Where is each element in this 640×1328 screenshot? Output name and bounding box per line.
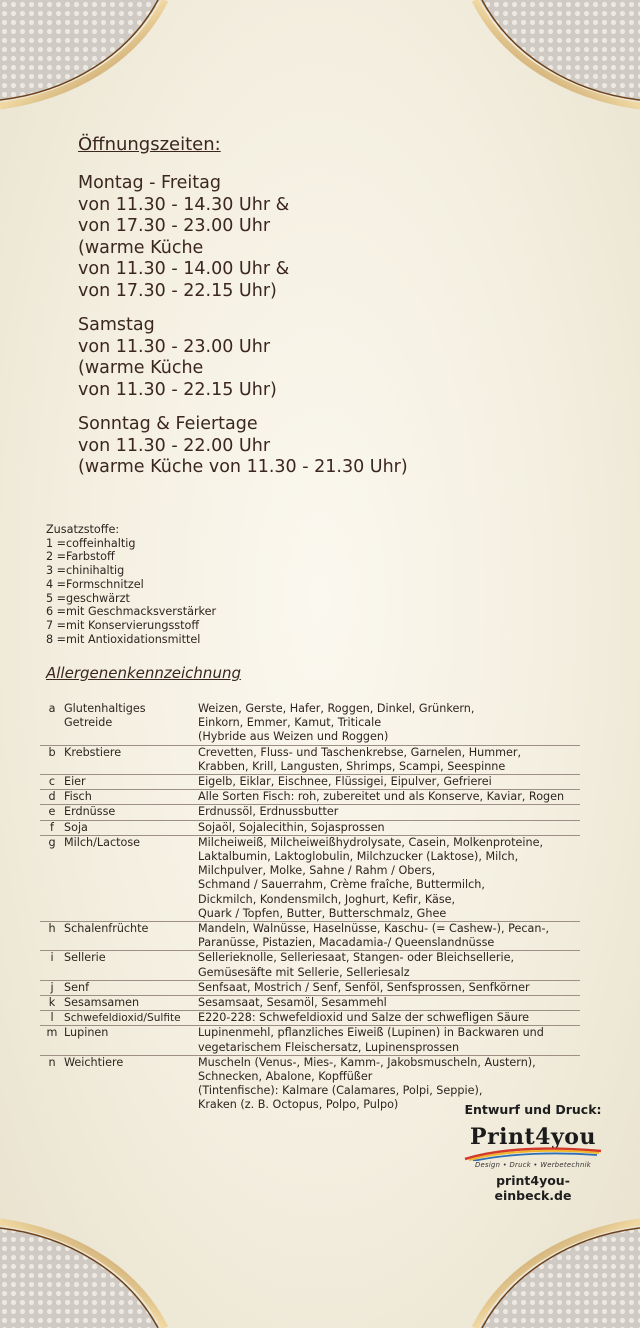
opening-hours <box>78 134 598 492</box>
logo-wordmark: Print4you <box>470 1124 596 1150</box>
hours-line: von 11.30 - 14.30 Uhr & <box>78 194 290 215</box>
additive-item <box>46 619 216 633</box>
additive-text: chinihaltig <box>66 564 125 578</box>
allergen-name-line: Weichtiere <box>64 1055 124 1069</box>
additive-text: coffeinhaltig <box>66 536 136 550</box>
additive-item <box>46 578 216 592</box>
allergen-row-k <box>40 996 580 1011</box>
additive-text: mit Konservierungsstoff <box>66 618 200 632</box>
allergen-name-line: Sellerie <box>64 951 106 965</box>
allergen-name <box>64 1011 198 1025</box>
allergen-name-line: Sesamsamen <box>64 996 140 1010</box>
hours-line: Montag - Freitag <box>78 173 221 193</box>
allergen-name <box>64 836 198 921</box>
allergen-example-line: Laktalbumin, Laktoglobulin, Milchzucker (Laktose), Milch, <box>198 850 519 864</box>
additive-item <box>46 592 216 606</box>
logo-tagline: Design • Druck • Werbetechnik <box>474 1161 592 1169</box>
allergen-example-line: Quark / Topfen, Butter, Butterschmalz, Ghee <box>198 906 447 920</box>
allergen-name-line: Soja <box>64 820 88 834</box>
additive-item <box>46 550 216 564</box>
allergen-name-line: Schalenfrüchte <box>64 922 149 936</box>
additive-text: Formschnitzel <box>66 577 144 591</box>
allergen-name-line: Schwefeldioxid/Sulfite <box>64 1012 181 1025</box>
allergen-heading: Allergenenkennzeichnung <box>46 664 241 682</box>
allergen-example-line: Lupinenmehl, pflanzliches Eiweiß (Lupinen) in Backwaren und <box>198 1026 544 1040</box>
allergen-code: k <box>48 996 56 1010</box>
allergen-name-line: Fisch <box>64 790 92 804</box>
allergen-name-line: Getreide <box>64 716 113 730</box>
allergen-example-line: Sojaöl, Sojalecithin, Sojasprossen <box>198 820 385 834</box>
allergen-example-line: Schnecken, Abalone, Kopffüßer <box>198 1070 373 1084</box>
allergen-example-line: Krabben, Krill, Langusten, Shrimps, Scampi, Seespinne <box>198 759 506 773</box>
allergen-row-a <box>40 702 580 746</box>
allergen-example-line: Sellerieknolle, Selleriesaat, Stangen- oder Bleichsellerie, <box>198 951 515 965</box>
allergen-examples <box>198 1026 580 1054</box>
allergen-row-j <box>40 981 580 996</box>
allergen-example-line: (Tintenfische): Kalmare (Calamares, Polpi, Seppie), <box>198 1084 483 1098</box>
additive-number: 3 = <box>46 564 67 578</box>
additive-number: 7 = <box>46 618 67 632</box>
credits-url[interactable]: print4you-einbeck.de <box>494 1173 572 1203</box>
allergen-code: c <box>48 775 56 789</box>
allergen-example-line: Sesamsaat, Sesamöl, Sesammehl <box>198 996 387 1010</box>
allergen-name <box>64 746 198 774</box>
allergen-examples <box>198 805 580 819</box>
allergen-examples <box>198 702 580 745</box>
allergen-name <box>64 996 198 1010</box>
allergen-example-line: Schmand / Sauerrahm, Crème fraîche, Buttermilch, <box>198 878 485 892</box>
allergen-examples <box>198 821 580 835</box>
allergen-code: m <box>46 1026 58 1040</box>
allergen-example-line: Mandeln, Walnüsse, Haselnüsse, Kaschu- (= Cashew-), Pecan-, <box>198 922 550 936</box>
allergen-name <box>64 790 198 804</box>
allergen-name <box>64 1056 198 1113</box>
corner-ornament-bottom-right <box>465 1208 640 1328</box>
additive-number: 2 = <box>46 550 67 564</box>
allergen-row-f <box>40 821 580 836</box>
allergen-example-line: Milcheiweiß, Milcheiweißhydrolysate, Casein, Molkenproteine, <box>198 835 544 849</box>
allergen-example-line: Milchpulver, Molke, Sahne / Rahm / Obers, <box>198 864 436 878</box>
corner-ornament-top-right <box>465 0 640 120</box>
additive-item <box>46 605 216 619</box>
allergen-name-line: Eier <box>64 775 86 789</box>
allergen-name <box>64 702 198 745</box>
hours-line: (warme Küche <box>78 237 204 258</box>
allergen-code: n <box>48 1055 56 1069</box>
allergen-example-line: (Hybride aus Weizen und Roggen) <box>198 730 389 744</box>
additive-number: 5 = <box>46 591 67 605</box>
allergen-example-line: Einkorn, Emmer, Kamut, Triticale <box>198 716 382 730</box>
additive-text: mit Antioxidationsmittel <box>66 632 201 646</box>
allergen-code: d <box>48 790 56 804</box>
hours-line: (warme Küche von 11.30 - 21.30 Uhr) <box>78 457 408 477</box>
allergen-examples <box>198 951 580 979</box>
allergen-code: l <box>50 1011 54 1025</box>
allergen-example-line: Alle Sorten Fisch: roh, zubereitet und als Konserve, Kaviar, Rogen <box>198 790 565 804</box>
hours-line: Sonntag & Feiertage <box>78 414 258 434</box>
allergen-row-h <box>40 922 580 951</box>
hours-line: von 11.30 - 14.00 Uhr & <box>78 259 290 279</box>
additive-number: 1 = <box>46 536 67 550</box>
allergen-row-m <box>40 1026 580 1055</box>
allergen-examples <box>198 996 580 1010</box>
corner-ornament-bottom-left <box>0 1208 175 1328</box>
allergen-row-l <box>40 1011 580 1026</box>
allergen-code: f <box>50 820 54 834</box>
hours-saturday <box>78 315 598 401</box>
allergen-example-line: Gemüsesäfte mit Sellerie, Selleriesalz <box>198 965 410 979</box>
corner-ornament-top-left <box>0 0 175 120</box>
allergen-examples <box>198 790 580 804</box>
allergen-row-i <box>40 951 580 980</box>
allergen-code: h <box>48 922 56 936</box>
allergen-name <box>64 775 198 789</box>
hours-line: von 17.30 - 23.00 Uhr <box>78 216 271 236</box>
additive-number: 6 = <box>46 605 67 619</box>
hours-line: (warme Küche <box>78 358 204 378</box>
allergen-code: b <box>48 745 56 759</box>
allergen-code: j <box>50 980 54 994</box>
allergen-name <box>64 805 198 819</box>
allergen-code: a <box>48 702 56 715</box>
additive-text: mit Geschmacksverstärker <box>66 605 217 619</box>
allergen-example-line: Eigelb, Eiklar, Eischnee, Flüssigei, Eipulver, Gefrierei <box>198 775 492 789</box>
allergen-name-line: Krebstiere <box>64 745 122 759</box>
allergen-example-line: vegetarischem Fleischersatz, Lupinensprossen <box>198 1040 460 1054</box>
additive-number: 8 = <box>46 632 67 646</box>
print4you-logo <box>463 1125 603 1169</box>
opening-hours-title: Öffnungszeiten: <box>78 134 221 155</box>
allergen-name <box>64 821 198 835</box>
allergen-row-g <box>40 836 580 922</box>
print-credits <box>458 1102 608 1203</box>
hours-line: Samstag <box>78 315 155 335</box>
additive-text: Farbstoff <box>66 550 115 564</box>
allergen-code: g <box>48 835 56 849</box>
additives-title: Zusatzstoffe: <box>46 523 120 536</box>
allergen-row-c <box>40 775 580 790</box>
hours-line: von 11.30 - 22.15 Uhr) <box>78 379 277 400</box>
allergen-examples <box>198 775 580 789</box>
allergen-example-line: Muscheln (Venus-, Mies-, Kamm-, Jakobsmuscheln, Austern), <box>198 1055 536 1069</box>
allergen-example-line: Senfsaat, Mostrich / Senf, Senföl, Senfsprossen, Senfkörner <box>198 980 530 994</box>
allergen-name-line: Lupinen <box>64 1026 109 1040</box>
hours-sunday-holidays <box>78 414 598 479</box>
credits-label: Entwurf und Druck: <box>464 1102 602 1117</box>
allergen-example-line: Paranüsse, Pistazien, Macadamia-/ Queenslandnüsse <box>198 936 495 950</box>
allergen-row-b <box>40 746 580 775</box>
allergen-code: e <box>48 805 56 819</box>
hours-weekdays <box>78 173 598 302</box>
additive-number: 4 = <box>46 577 67 591</box>
allergen-examples <box>198 1011 580 1025</box>
additive-item <box>46 633 216 647</box>
additive-item <box>46 537 216 551</box>
allergen-example-line: Dickmilch, Kondensmilch, Joghurt, Kefir, Käse, <box>198 892 456 906</box>
hours-line: von 11.30 - 22.00 Uhr <box>78 435 271 456</box>
allergen-name <box>64 951 198 979</box>
hours-line: von 17.30 - 22.15 Uhr) <box>78 280 277 301</box>
allergen-row-e <box>40 805 580 820</box>
allergen-code: i <box>50 951 54 965</box>
allergen-examples <box>198 981 580 995</box>
additive-item <box>46 564 216 578</box>
allergen-row-d <box>40 790 580 805</box>
allergen-name-line: Milch/Lactose <box>64 835 141 849</box>
hours-line: von 11.30 - 23.00 Uhr <box>78 336 271 357</box>
allergen-name <box>64 981 198 995</box>
allergen-name-line: Erdnüsse <box>64 805 116 819</box>
allergen-name <box>64 1026 198 1054</box>
allergen-name <box>64 922 198 950</box>
additives-list <box>46 523 216 646</box>
allergen-example-line: Weizen, Gerste, Hafer, Roggen, Dinkel, Grünkern, <box>198 702 475 715</box>
additive-text: geschwärzt <box>66 591 130 605</box>
allergen-examples <box>198 746 580 774</box>
allergen-example-line: Crevetten, Fluss- und Taschenkrebse, Garnelen, Hummer, <box>198 745 522 759</box>
allergen-example-line: Erdnussöl, Erdnussbutter <box>198 805 339 819</box>
allergen-example-line: E220-228: Schwefeldioxid und Salze der schwefligen Säure <box>198 1011 530 1025</box>
allergen-name-line: Glutenhaltiges <box>64 702 146 715</box>
allergen-example-line: Kraken (z. B. Octopus, Polpo, Pulpo) <box>198 1098 399 1112</box>
allergen-examples <box>198 922 580 950</box>
allergen-examples <box>198 836 580 921</box>
allergen-table <box>40 702 580 1113</box>
allergen-name-line: Senf <box>64 980 90 994</box>
